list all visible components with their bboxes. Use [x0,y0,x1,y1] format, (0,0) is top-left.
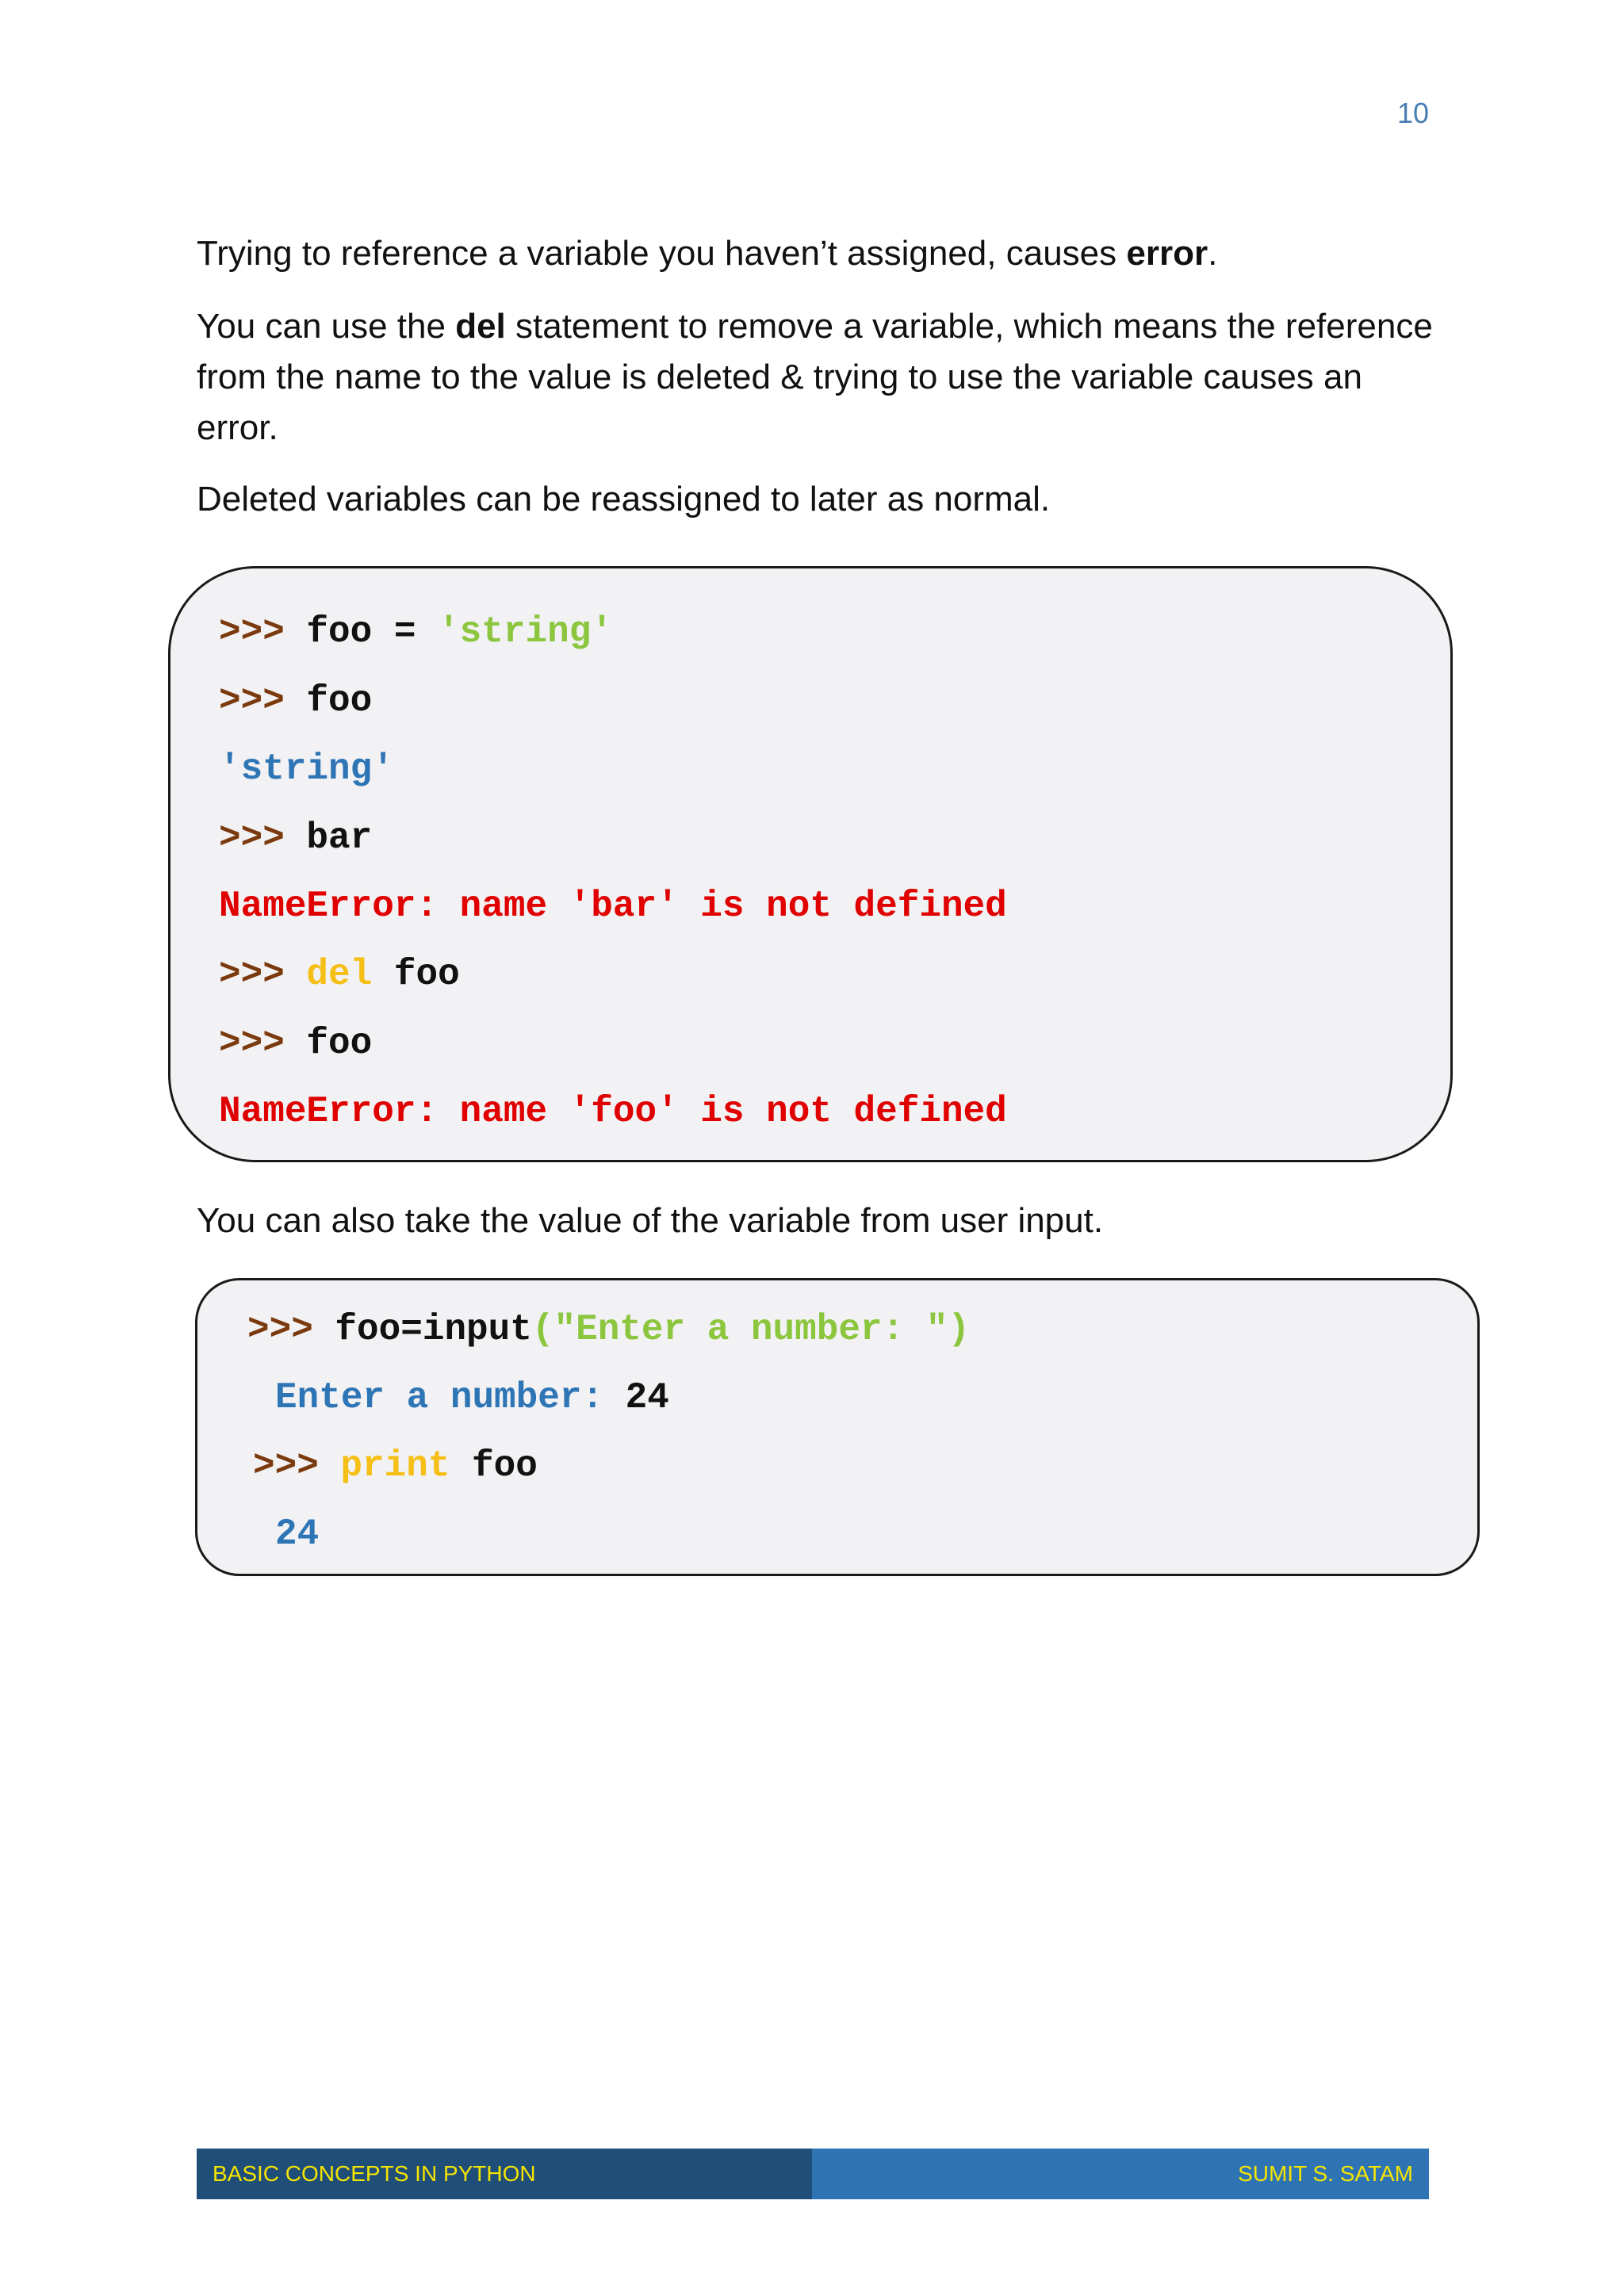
paragraph-input: You can also take the value of the variable from user input. [197,1201,1104,1240]
code-text: foo [450,1445,538,1487]
code-block-input [195,1278,1480,1576]
error-line: NameError: name 'bar' is not defined [219,886,1007,927]
code-line [219,814,372,862]
prompt: >>> [219,611,307,652]
p2-end: statement to remove a variable, which means the reference from the name to the value is deleted & trying to use the variable causes an error. [197,307,1433,447]
paragraph-error [197,228,1434,279]
code-line [275,1374,669,1422]
footer-author: SUMIT S. SATAM [812,2149,1429,2199]
code-block-del [168,566,1453,1162]
footer-title: BASIC CONCEPTS IN PYTHON [197,2149,812,2199]
code-line [253,1442,538,1490]
code-text: foo [306,680,373,721]
p1-end: . [1208,234,1218,273]
code-output: 24 [275,1513,320,1555]
code-line [247,1306,970,1353]
keyword: print [340,1445,450,1487]
prompt: >>> [219,954,307,995]
prompt: >>> [219,1023,307,1064]
code-line [219,1020,372,1067]
paragraph-reassign: Deleted variables can be reassigned to later as normal. [197,480,1051,519]
prompt: >>> [247,1309,335,1350]
code-output: 'string' [219,748,394,790]
keyword: del [306,954,373,995]
prompt: >>> [219,817,307,859]
code-line [219,677,372,725]
code-text: foo [306,1023,373,1064]
p2-text: You can use the [197,307,456,346]
p1-bold: error [1126,234,1208,273]
page-number: 10 [1396,97,1429,129]
error-line: NameError: name 'foo' is not defined [219,1091,1007,1132]
code-output: Enter a number: [275,1377,626,1418]
p1-text: Trying to reference a variable you haven’t assigned, causes [197,234,1127,273]
paragraph-del [197,301,1434,453]
code-line [219,951,460,998]
code-line [219,608,613,656]
p2-bold: del [455,307,506,346]
prompt: >>> [253,1445,341,1487]
code-text: foo=input [335,1309,532,1350]
code-text: foo [372,954,460,995]
string-literal: ("Enter a number: ") [531,1309,970,1350]
user-value: 24 [625,1377,669,1418]
code-text: bar [306,817,373,859]
prompt: >>> [219,680,307,721]
code-text: foo = [306,611,439,652]
footer [197,2149,1429,2199]
string-literal: 'string' [438,611,613,652]
